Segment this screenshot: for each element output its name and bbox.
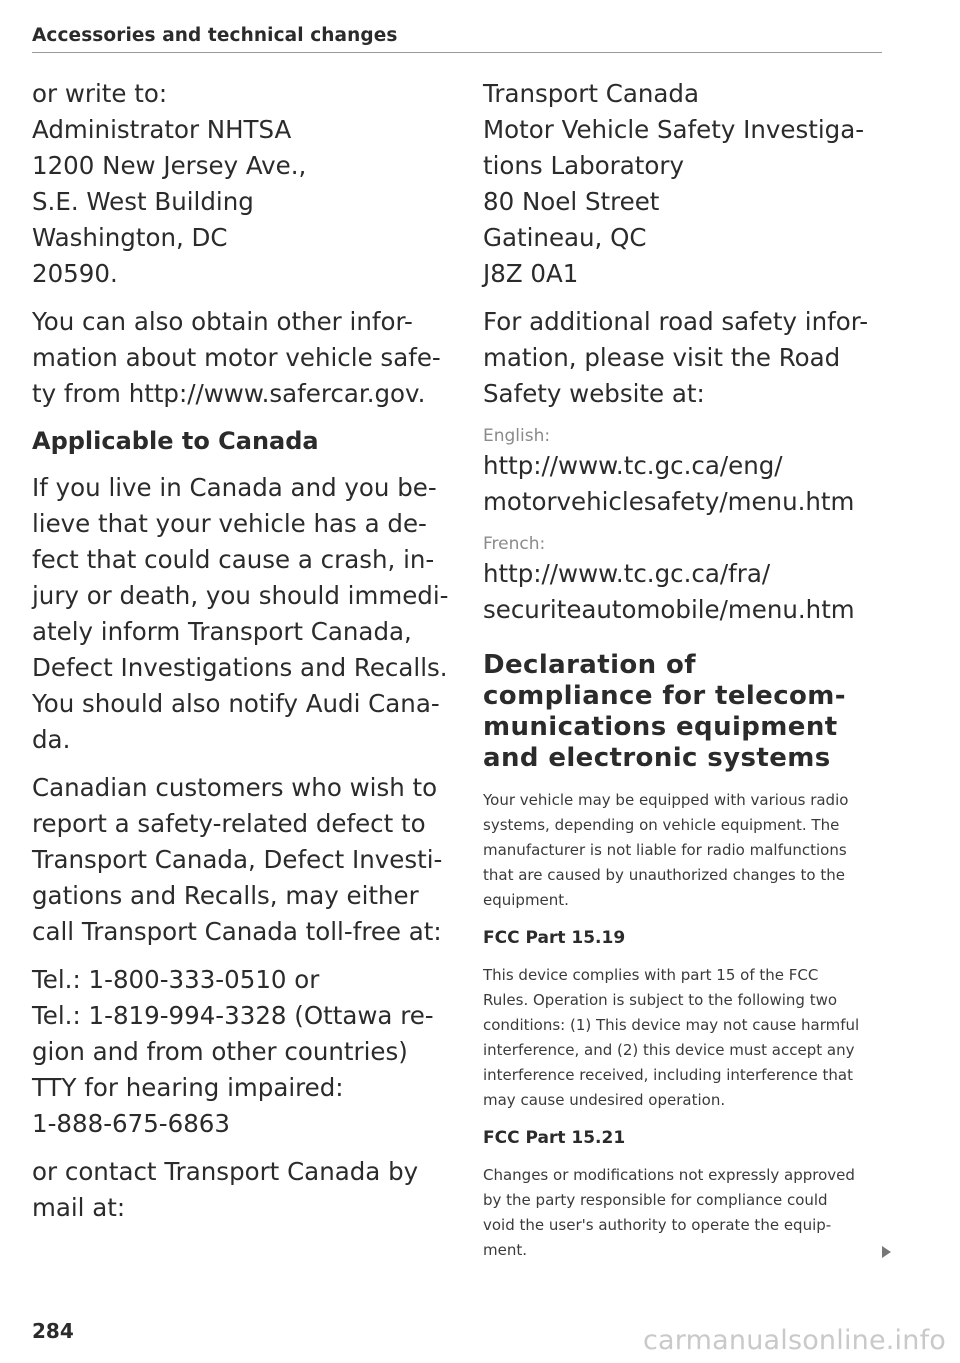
text-line: or write to: bbox=[32, 79, 168, 108]
text-line: equipment. bbox=[483, 891, 569, 909]
contact-mail-paragraph bbox=[32, 1154, 452, 1226]
text-line: TTY for hearing impaired: bbox=[32, 1073, 344, 1102]
text-line: Tel.: 1-800-333-0510 or bbox=[32, 965, 320, 994]
fcc-15-19-heading: FCC Part 15.19 bbox=[483, 928, 626, 948]
text-line: gations and Recalls, may either bbox=[32, 881, 419, 910]
text-line: ately inform Transport Canada, bbox=[32, 617, 412, 646]
english-url[interactable] bbox=[483, 448, 888, 520]
text-line: For additional road safety infor- bbox=[483, 307, 869, 336]
fcc-15-21-heading: FCC Part 15.21 bbox=[483, 1128, 626, 1148]
text-line: 80 Noel Street bbox=[483, 187, 660, 216]
customers-paragraph bbox=[32, 770, 452, 950]
text-line: J8Z 0A1 bbox=[483, 259, 579, 288]
text-line: void the user's authority to operate the equip- bbox=[483, 1216, 832, 1234]
text-line: gion and from other countries) bbox=[32, 1037, 408, 1066]
text-line: report a safety-related defect to bbox=[32, 809, 426, 838]
text-line: interference received, including interference that bbox=[483, 1066, 853, 1084]
canada-heading: Applicable to Canada bbox=[32, 427, 319, 455]
text-line: ment. bbox=[483, 1241, 527, 1259]
url-line[interactable]: http://www.tc.gc.ca/fra/ bbox=[483, 559, 771, 588]
french-label: French: bbox=[483, 534, 546, 554]
text-line: interference, and (2) this device must accept any bbox=[483, 1041, 855, 1059]
english-label: English: bbox=[483, 426, 551, 446]
text-line: 1-888-675-6863 bbox=[32, 1109, 230, 1138]
text-line: fect that could cause a crash, in- bbox=[32, 545, 435, 574]
page-number: 284 bbox=[32, 1319, 74, 1343]
text-line: Defect Investigations and Recalls. bbox=[32, 653, 448, 682]
text-line: Canadian customers who wish to bbox=[32, 773, 438, 802]
text-line: Rules. Operation is subject to the following two bbox=[483, 991, 838, 1009]
text-line: that are caused by unauthorized changes to the bbox=[483, 866, 845, 884]
heading-line: compliance for telecom- bbox=[483, 681, 846, 711]
fcc-15-19-paragraph bbox=[483, 963, 888, 1113]
text-line: Your vehicle may be equipped with various radio bbox=[483, 791, 849, 809]
heading-line: Declaration of bbox=[483, 650, 696, 680]
text-line: Washington, DC bbox=[32, 223, 228, 252]
text-line: or contact Transport Canada by bbox=[32, 1157, 419, 1186]
text-line: Administrator NHTSA bbox=[32, 115, 292, 144]
text-line: Safety website at: bbox=[483, 379, 705, 408]
transport-canada-address bbox=[483, 76, 888, 292]
text-line: jury or death, you should immedi- bbox=[32, 581, 449, 610]
declaration-heading bbox=[483, 650, 888, 774]
page-header-title: Accessories and technical changes bbox=[32, 25, 398, 46]
safety-info-paragraph bbox=[32, 304, 452, 412]
watermark: carmanualsonline.info bbox=[643, 1325, 946, 1356]
text-line: ty from http://www.safercar.gov. bbox=[32, 379, 426, 408]
write-to-address bbox=[32, 76, 452, 292]
triangle-right-icon bbox=[882, 1246, 891, 1258]
fcc-15-21-paragraph bbox=[483, 1163, 888, 1263]
text-line: manufacturer is not liable for radio malfunctions bbox=[483, 841, 847, 859]
text-line: 1200 New Jersey Ave., bbox=[32, 151, 307, 180]
url-line[interactable]: motorvehiclesafety/menu.htm bbox=[483, 487, 855, 516]
declaration-paragraph bbox=[483, 788, 888, 913]
page-header bbox=[32, 24, 882, 53]
url-line[interactable]: http://www.tc.gc.ca/eng/ bbox=[483, 451, 783, 480]
heading-line: and electronic systems bbox=[483, 743, 831, 773]
phone-numbers bbox=[32, 962, 452, 1142]
french-url[interactable] bbox=[483, 556, 888, 628]
right-column bbox=[483, 76, 888, 1275]
text-line: da. bbox=[32, 725, 71, 754]
road-safety-paragraph bbox=[483, 304, 888, 412]
text-line: Changes or modifications not expressly approved bbox=[483, 1166, 855, 1184]
text-line: Motor Vehicle Safety Investiga- bbox=[483, 115, 865, 144]
text-line: mation about motor vehicle safe- bbox=[32, 343, 441, 372]
text-line: Tel.: 1-819-994-3328 (Ottawa re- bbox=[32, 1001, 434, 1030]
text-line: conditions: (1) This device may not cause harmful bbox=[483, 1016, 860, 1034]
text-line: S.E. West Building bbox=[32, 187, 254, 216]
url-line[interactable]: securiteautomobile/menu.htm bbox=[483, 595, 855, 624]
text-line: lieve that your vehicle has a de- bbox=[32, 509, 427, 538]
text-line: mation, please visit the Road bbox=[483, 343, 841, 372]
text-line: Transport Canada, Defect Investi- bbox=[32, 845, 443, 874]
text-line: Gatineau, QC bbox=[483, 223, 647, 252]
text-line: call Transport Canada toll-free at: bbox=[32, 917, 442, 946]
text-line: tions Laboratory bbox=[483, 151, 684, 180]
text-line: If you live in Canada and you be- bbox=[32, 473, 437, 502]
text-line: by the party responsible for compliance could bbox=[483, 1191, 828, 1209]
text-line: systems, depending on vehicle equipment. The bbox=[483, 816, 840, 834]
text-line: This device complies with part 15 of the FCC bbox=[483, 966, 819, 984]
left-column bbox=[32, 76, 452, 1238]
text-line: Transport Canada bbox=[483, 79, 699, 108]
text-line: You can also obtain other infor- bbox=[32, 307, 413, 336]
text-line: may cause undesired operation. bbox=[483, 1091, 726, 1109]
heading-line: munications equipment bbox=[483, 712, 838, 742]
text-line: mail at: bbox=[32, 1193, 126, 1222]
text-line: You should also notify Audi Cana- bbox=[32, 689, 440, 718]
canada-paragraph bbox=[32, 470, 452, 758]
text-line: 20590. bbox=[32, 259, 118, 288]
